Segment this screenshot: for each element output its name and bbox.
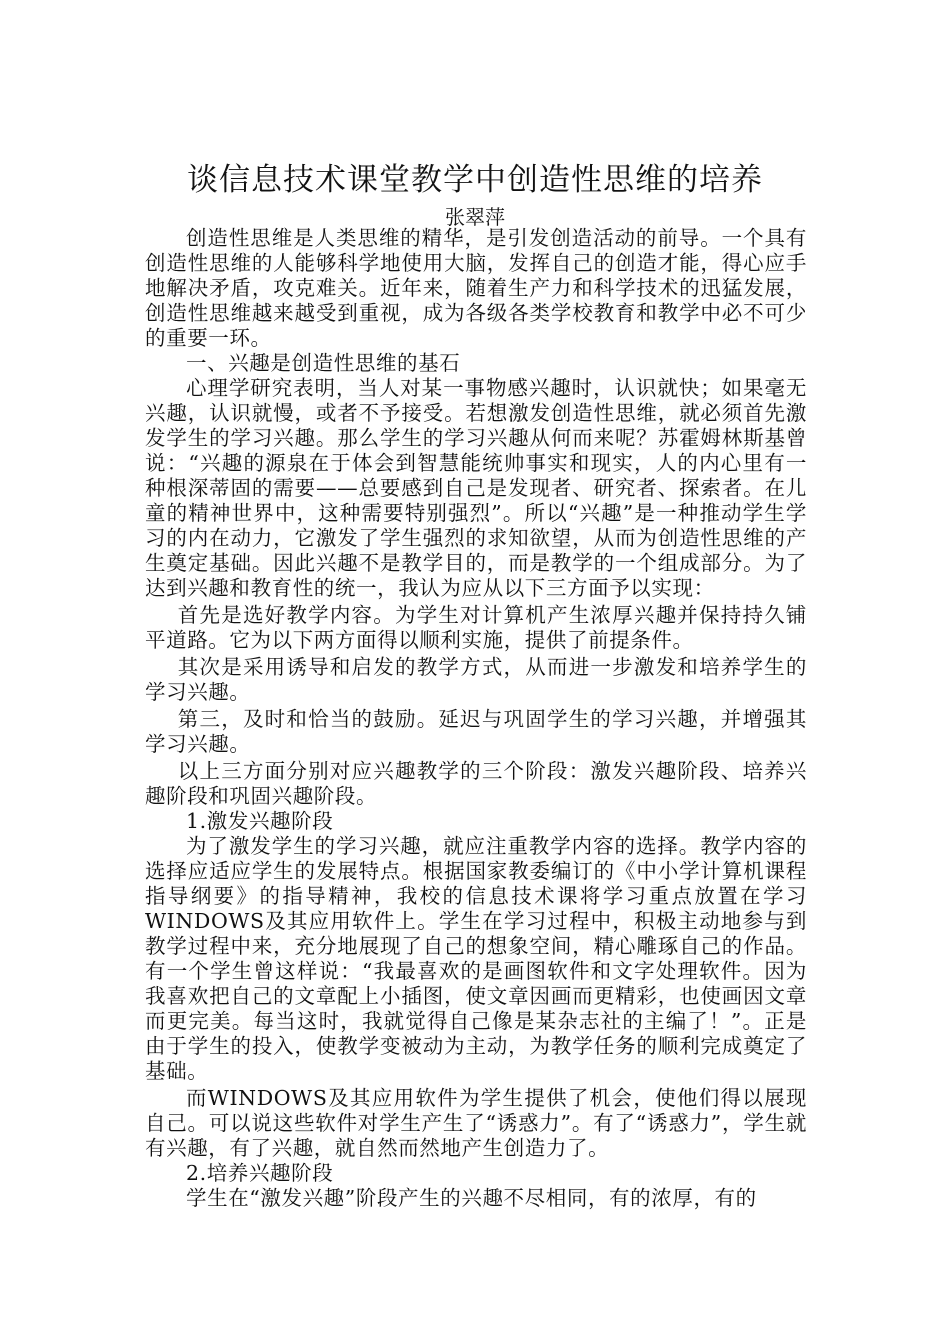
paragraph: 首先是选好教学内容。为学生对计算机产生浓厚兴趣并保持持久铺平道路。它为以下两方面得以顺利实施，提供了前提条件。 <box>145 603 807 652</box>
paragraph: 其次是采用诱导和启发的教学方式，从而进一步激发和培养学生的学习兴趣。 <box>145 655 807 704</box>
paragraph: 以上三方面分别对应兴趣教学的三个阶段：激发兴趣阶段、培养兴趣阶段和巩固兴趣阶段。 <box>145 759 807 808</box>
paragraph: 而WINDOWS及其应用软件为学生提供了机会，使他们得以展现自己。可以说这些软件对学生产生了“诱惑力”。有了“诱惑力”，学生就有兴趣，有了兴趣，就自然而然地产生创造力了。 <box>145 1086 807 1160</box>
paragraph-intro: 创造性思维是人类思维的精华，是引发创造活动的前导。一个具有创造性思维的人能够科学地使用大脑，发挥自己的创造才能，得心应手地解决矛盾，攻克难关。近年来，随着生产力和科学技术的迅猛发展，创造性思维越来越受到重视，成为各级各类学校教育和教学中必不可少的重要一环。 <box>145 226 807 350</box>
paragraph: 学生在“激发兴趣”阶段产生的兴趣不尽相同，有的浓厚，有的 <box>186 1186 757 1210</box>
paragraph: 为了激发学生的学习兴趣，就应注重教学内容的选择。教学内容的选择应适应学生的发展特点。根据国家教委编订的《中小学计算机课程指导纲要》的指导精神，我校的信息技术课将学习重点放置在学习WINDOWS及其应用软件上。学生在学习过程中，积极主动地参与到教学过程中来，充分地展现了自己的想象空间，精心雕琢自己的作品。有一个学生曾这样说：“我最喜欢的是画图软件和文字处理软件。因为我喜欢把自己的文章配上小插图，使文章因画而更精彩，也使画因文章而更完美。每当这时，我就觉得自己像是某杂志社的主编了！”。正是由于学生的投入，使教学变被动为主动，为教学任务的顺利完成奠定了基础。 <box>145 834 807 1083</box>
subsection-heading-1: 1.激发兴趣阶段 <box>186 809 334 833</box>
document-title: 谈信息技术课堂教学中创造性思维的培养 <box>187 162 763 198</box>
paragraph: 第三，及时和恰当的鼓励。延迟与巩固学生的学习兴趣，并增强其学习兴趣。 <box>145 707 807 756</box>
author-name: 张翠萍 <box>445 205 505 229</box>
subsection-heading-2: 2.培养兴趣阶段 <box>186 1161 334 1185</box>
document-body <box>145 226 807 1211</box>
paragraph: 心理学研究表明，当人对某一事物感兴趣时，认识就快；如果毫无兴趣，认识就慢，或者不予接受。若想激发创造性思维，就必须首先激发学生的学习兴趣。那么学生的学习兴趣从何而来呢？苏霍姆林斯基曾说：“兴趣的源泉在于体会到智慧能统帅事实和现实，人的内心里有一种根深蒂固的需要——总要感到自己是发现者、研究者、探索者。在儿童的精神世界中，这种需要特别强烈”。所以“兴趣”是一种推动学生学习的内在动力，它激发了学生强烈的求知欲望，从而为创造性思维的产生奠定基础。因此兴趣不是教学目的，而是教学的一个组成部分。为了达到兴趣和教育性的统一，我认为应从以下三方面予以实现： <box>145 376 807 600</box>
section-heading-1: 一、兴趣是创造性思维的基石 <box>186 351 461 375</box>
